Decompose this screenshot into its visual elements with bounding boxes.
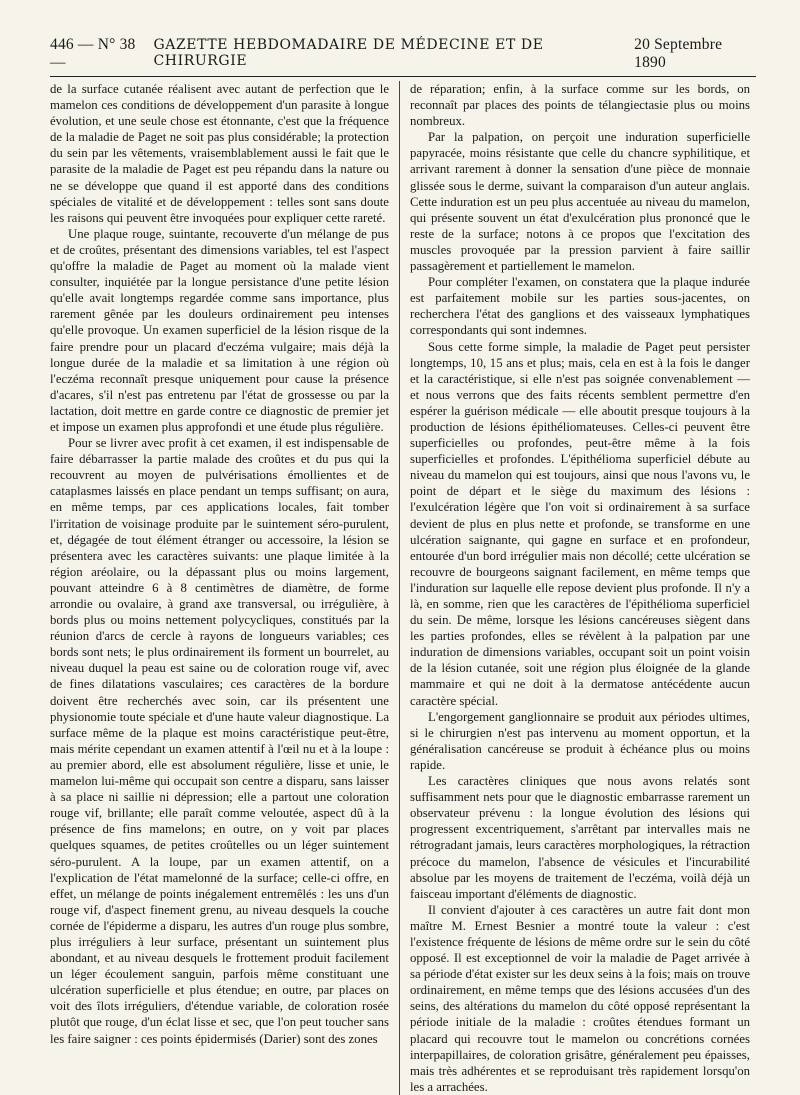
paragraph: Il convient d'ajouter à ces caractères un autre fait dont mon maître M. Ernest Besnier a montré toute la valeur : c'est l'existence fréquente de lésions de même ordre sur le sein du côté opposé. Il est exceptionnel de voir la maladie de Paget arrivée à sa période d'état exister sur les deux seins à la fois; mais on trouve ordinairement, en même temps que des lésions accusées d'un des seins, des altérations du mamelon du côté opposé représentant la période initiale de la maladie : croûtes étendues formant un placard qui recouvre tout le mamelon ou concrétions cornées interpapillaires, de coloration grisâtre, généralement peu épaisses, mais très adhérentes et se reproduisant très rapidement lorsqu'on les a arrachées. xyxy=(410,902,750,1094)
left-column xyxy=(50,81,400,1095)
issue-date: 20 Septembre 1890 xyxy=(634,36,723,71)
paragraph: de la surface cutanée réalisent avec autant de perfection que le mamelon ces conditions de développement d'un parasite à longue évolution, et une seule chose est étonnante, c'est que la fréquence de la maladie de Paget ne soit pas plus considérable; la protection du sein par les vêtements, vraisemblablement aussi le fait que le parasite de la maladie de Paget est peu répandu dans la nature ou ne se développe que quand il est apporté dans des conditions spéciales de vitalité et de développement : telles sont sans doute les raisons qui peuvent être invoquées pour expliquer cette rareté. xyxy=(50,82,389,225)
journal-title: GAZETTE HEBDOMADAIRE DE MÉDECINE ET DE CHIRURGIE xyxy=(153,37,544,69)
paragraph: Pour se livrer avec profit à cet examen, il est indispensable de faire débarrasser la partie malade des croûtes et du pus qui la recouvrent au moyen de pulvérisations émollientes et de cataplasmes laissés en place pendant un temps suffisant; on aura, en même temps, par ces applications locales, fait tomber l'irritation de voisinage produite par le suintement séro-purulent, et, dégagée de tout élément étranger ou accessoire, la lésion se présentera avec les caractères suivants: une plaque limitée à la région aréolaire, ou la dépassant plus ou moins largement, pouvant atteindre 6 à 8 centimètres de diamètre, de forme arrondie ou ovalaire, à grand axe transversal, ou irrégulière, à bords plus ou moins nettement polycycliques, constitués par la réunion d'arcs de cercle à rayons de longueurs variables; ces bords sont nets; le plus ordinairement ils forment un bourrelet, au niveau duquel la peau est saine ou de coloration rouge vif, avec de fines dilatations vasculaires; ces caractères de la bordure doivent être recherchés avec soin, car ils présentent une physionomie toute spéciale et d'une haute valeur diagnostique. La surface même de la plaque est moins caractéristique peut-être, mais mérite cependant un examen attentif à l'œil nu et à la loupe : au premier abord, elle est absolument régulière, lisse et unie, le mamelon lui-même qui occupait son centre a disparu, sans laisser à sa place ni saillie ni dépression; elle a partout une coloration rouge vif, brillante; elle paraît comme veloutée, aspect dû à la présence de fins mamelons; en outre, on y voit par places quelques squames, de petites croûtelles ou un léger suintement séro-purulent. A la loupe, par un examen attentif, on a l'explication de l'état mamelonné de la surface; celle-ci offre, en effet, un mélange de points inégalement entremêlés : les uns d'un rouge vif, d'aspect finement grenu, au niveau desquels la couche cornée de l'épiderme a disparu, les autres d'un rouge plus sombre, plus irréguliers à leur surface, présentant un suintement plus abondant, et au niveau desquels le frottement produit facilement un léger écoulement sanguin, parfois même constituant une ulcération superficielle et plus étendue; en outre, par places on voit des îlots irréguliers, d'étendue variable, de coloration rosée plutôt que rouge, d'un éclat lisse et sec, que l'on peut toucher sans les faire saigner : ces points épidermisés (Darier) sont des zones xyxy=(50,436,389,1046)
paragraph: Sous cette forme simple, la maladie de Paget peut persister longtemps, 10, 15 ans et plus; mais, cela en est à la fois le danger et la caractéristique, si elle n'est pas soignée convenablement — et nous verrons que des faits récents semblent permettre d'en espérer la guérison médicale — elle aboutit presque toujours à la production de lésions épithéliomateuses. Celles-ci peuvent être superficielles ou profondes, peut-être même à la fois superficielles et profondes. L'épithélioma superficiel débute au niveau du mamelon qui est toujours, ainsi que nous l'avons vu, le point de départ et le siège du maximum des lésions : l'exulcération légère que l'on voit si ordinairement à sa surface devient de plus en plus nette et profonde, se transforme en une ulcération saignante, qui gagne en surface et en profondeur, entourée d'un bord irrégulier mais non décollé; cette ulcération se recouvre de bourgeons saignant facilement, en même temps que l'induration sur laquelle elle repose devient plus profonde. Il n'y a là, en somme, rien que les caractères de l'épithélioma superficiel du sein. De même, lorsque les lésions cancéreuses siègent dans les parties profondes, elles se révèlent à la palpation par une induration de dimensions variables, occupant soit un point voisin de la lésion cutanée, soit une région plus éloignée de la glande mammaire et qui ne doit à la dermatose antécédente aucun caractère spécial. xyxy=(410,339,750,708)
header-rule xyxy=(50,76,756,77)
paragraph: L'engorgement ganglionnaire se produit aux périodes ultimes, si le chirurgien n'est pas intervenu au moment opportun, et la généralisation cancéreuse se produit à échéance plus ou moins rapide. xyxy=(410,709,750,772)
paragraph: Les caractères cliniques que nous avons relatés sont suffisamment nets pour que le diagnostic embarrasse rarement un observateur prévenu : la longue évolution des lésions qui progressent excentriquement, s'arrêtant par intervalles mais ne rétrogradant jamais, leurs caractères morphologiques, la rétraction précoce du mamelon, l'absence de vésicules et l'incurabilité absolue par les moyens de traitement de l'eczéma, voilà déjà un faisceau important d'éléments de diagnostic. xyxy=(410,774,750,901)
page-number: 446 — N° 38 — xyxy=(50,36,136,71)
right-column xyxy=(400,81,750,1095)
paragraph: Une plaque rouge, suintante, recouverte d'un mélange de pus et de croûtes, présentant des dimensions variables, tel est l'aspect qu'offre la maladie de Paget au moment où la malade vient consulter, inquiétée par la longue persistance d'une petite lésion qu'elle avait longtemps regardée comme sans importance, plus rarement gênée par les douleurs ordinairement peu intenses qu'elle provoque. Un examen superficiel de la lésion risque de la faire prendre pour un placard d'eczéma vulgaire; mais déjà la longue durée de la maladie et sa limitation à une région où l'eczéma reconnaît presque uniquement pour cause la présence d'acares, s'il n'est pas entretenu par l'état de grossesse ou par la lactation, doit mettre en garde contre ce diagnostic de premier jet et impose un examen plus approfondi et une étude plus régulière. xyxy=(50,226,389,434)
paragraph: Pour compléter l'examen, on constatera que la plaque indurée est parfaitement mobile sur les parties sous-jacentes, on recherchera l'état des ganglions et des vaisseaux lymphatiques correspondants qui sont indemnes. xyxy=(410,275,750,338)
paragraph: Par la palpation, on perçoit une induration superficielle papyracée, moins résistante que celle du chancre syphilitique, et arrivant rarement à donner la sensation d'une pièce de monnaie glissée sous le derme, suivant la comparaison d'un auteur anglais. Cette induration est un peu plus accentuée au niveau du mamelon, qui présente souvent un état d'exulcération plus prononcé que le reste de la surface; notons à ce propos que l'excitation des muscles provoquée par la pression parvient à faire saillir passagèrement et partiellement le mamelon. xyxy=(410,130,750,274)
text-columns xyxy=(40,81,762,1095)
page-header xyxy=(40,36,762,76)
paragraph: de réparation; enfin, à la surface comme sur les bords, on reconnaît par places des points de télangiectasie plus ou moins nombreux. xyxy=(410,82,750,129)
